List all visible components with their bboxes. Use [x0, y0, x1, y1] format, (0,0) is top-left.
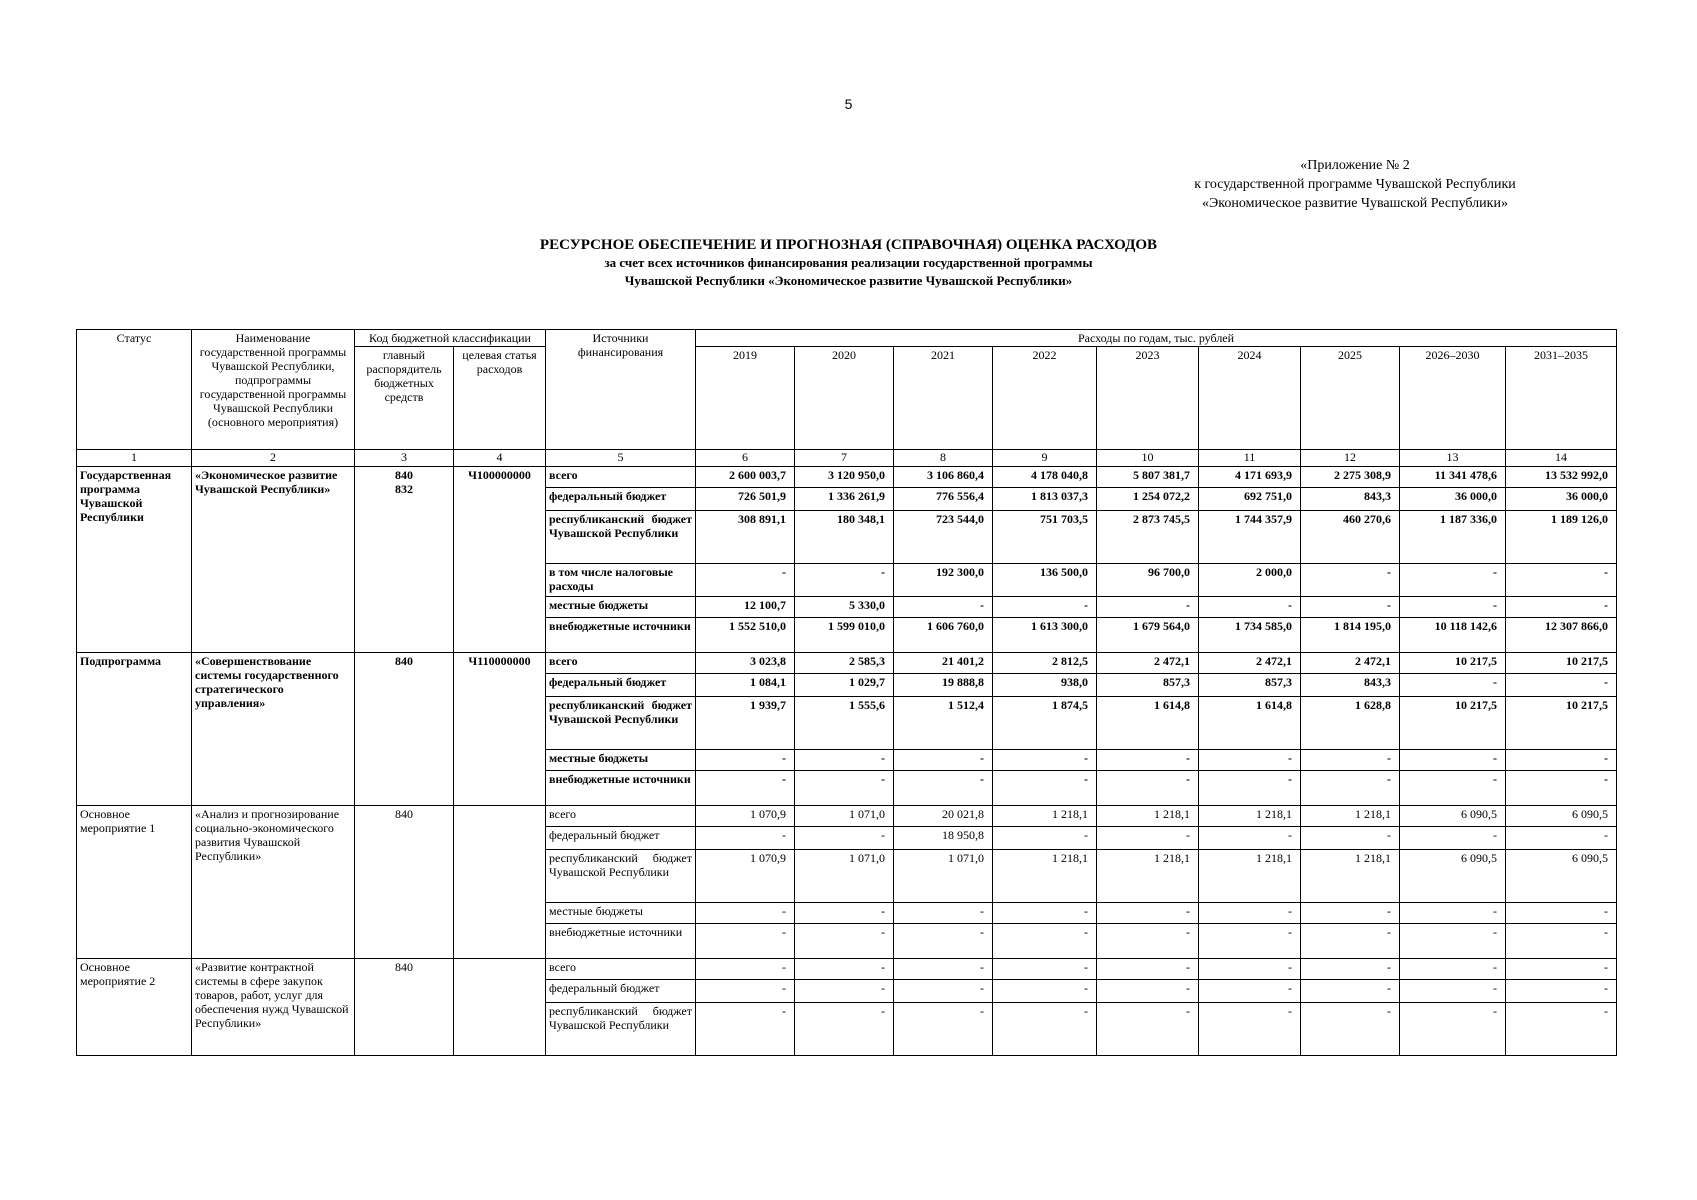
row-value: 36 000,0 [1400, 488, 1506, 511]
row-value: - [1506, 924, 1617, 959]
row-name: «Анализ и прогнозирование социально-экономического развития Чувашской Республики» [192, 806, 355, 959]
row-value: - [696, 564, 795, 597]
row-value: - [1097, 597, 1199, 618]
row-value: 1 552 510,0 [696, 618, 795, 653]
row-value: - [1199, 1003, 1301, 1056]
row-value: 1 070,9 [696, 806, 795, 827]
row-value: 692 751,0 [1199, 488, 1301, 511]
row-source: всего [546, 959, 696, 980]
table-row [77, 959, 1617, 980]
row-value: - [696, 980, 795, 1003]
row-value: - [1301, 564, 1400, 597]
row-source: всего [546, 653, 696, 674]
row-value: - [795, 827, 894, 850]
row-value: 1 814 195,0 [1301, 618, 1400, 653]
row-value: - [894, 980, 993, 1003]
row-value: - [696, 1003, 795, 1056]
row-name: «Развитие контрактной системы в сфере закупок товаров, работ, услуг для обеспечения нужд Чувашской Республики» [192, 959, 355, 1056]
row-value: 1 512,4 [894, 697, 993, 750]
row-value: 460 270,6 [1301, 511, 1400, 564]
row-value: - [1097, 771, 1199, 806]
document-title [0, 236, 1697, 290]
budget-table [76, 329, 1617, 1056]
row-value: 3 106 860,4 [894, 467, 993, 488]
row-value: - [993, 827, 1097, 850]
row-value: - [1301, 903, 1400, 924]
row-value: 2 472,1 [1301, 653, 1400, 674]
row-value: 776 556,4 [894, 488, 993, 511]
row-value: - [1400, 750, 1506, 771]
row-value: - [1400, 674, 1506, 697]
header-year: 2019 [696, 347, 795, 450]
row-value: - [1097, 980, 1199, 1003]
header-year: 2021 [894, 347, 993, 450]
budget-body [77, 467, 1617, 1056]
title-sub-2: Чувашской Республики «Экономическое развитие Чувашской Республики» [624, 273, 1073, 288]
title-sub-1: за счет всех источников финансирования реализации государственной программы [604, 255, 1093, 270]
row-value: - [1097, 750, 1199, 771]
row-value: 1 071,0 [894, 850, 993, 903]
row-value: 1 614,8 [1199, 697, 1301, 750]
row-value: 1 744 357,9 [1199, 511, 1301, 564]
row-value: - [696, 771, 795, 806]
row-value: 1 336 261,9 [795, 488, 894, 511]
row-source: всего [546, 467, 696, 488]
page-number: 5 [844, 96, 853, 112]
row-value: 751 703,5 [993, 511, 1097, 564]
column-index: 9 [993, 450, 1097, 467]
header-code-target: целевая статья расходов [454, 347, 546, 450]
row-value: - [696, 903, 795, 924]
row-value: 18 950,8 [894, 827, 993, 850]
row-value: - [1400, 924, 1506, 959]
row-value: 13 532 992,0 [1506, 467, 1617, 488]
column-index: 3 [355, 450, 454, 467]
row-value: - [795, 980, 894, 1003]
column-index: 13 [1400, 450, 1506, 467]
row-value: - [1301, 959, 1400, 980]
column-index: 4 [454, 450, 546, 467]
row-value: 938,0 [993, 674, 1097, 697]
row-value: - [795, 564, 894, 597]
row-value: - [1301, 597, 1400, 618]
row-value: 1 187 336,0 [1400, 511, 1506, 564]
row-value: 2 585,3 [795, 653, 894, 674]
column-index: 1 [77, 450, 192, 467]
row-value: 6 090,5 [1506, 806, 1617, 827]
row-status: Государственная программа Чувашской Республики [77, 467, 192, 653]
row-value: - [894, 959, 993, 980]
row-source: внебюджетные источники [546, 771, 696, 806]
row-value: 1 218,1 [1199, 850, 1301, 903]
row-value: 857,3 [1199, 674, 1301, 697]
row-value: 21 401,2 [894, 653, 993, 674]
row-value: - [795, 924, 894, 959]
row-value: - [1199, 924, 1301, 959]
row-value: 1 071,0 [795, 850, 894, 903]
row-value: 5 807 381,7 [1097, 467, 1199, 488]
appendix-note [1180, 156, 1530, 213]
row-value: 1 939,7 [696, 697, 795, 750]
row-status: Подпрограмма [77, 653, 192, 806]
row-value: - [1097, 959, 1199, 980]
header-year: 2020 [795, 347, 894, 450]
row-source: внебюджетные источники [546, 924, 696, 959]
row-value: 1 813 037,3 [993, 488, 1097, 511]
row-value: - [1199, 597, 1301, 618]
row-value: - [1506, 771, 1617, 806]
row-source: федеральный бюджет [546, 674, 696, 697]
row-target [454, 806, 546, 959]
row-value: - [1097, 1003, 1199, 1056]
row-value: - [1506, 827, 1617, 850]
row-name: «Совершенствование системы государственного стратегического управления» [192, 653, 355, 806]
row-value: - [1199, 750, 1301, 771]
header-code: Код бюджетной классификации [355, 330, 546, 347]
header-year: 2025 [1301, 347, 1400, 450]
header-code-main: главный распорядитель бюджетных средств [355, 347, 454, 450]
row-value: 1 218,1 [993, 806, 1097, 827]
row-name: «Экономическое развитие Чувашской Республики» [192, 467, 355, 653]
row-value: - [1301, 771, 1400, 806]
row-value: 1 218,1 [1097, 806, 1199, 827]
row-source: местные бюджеты [546, 597, 696, 618]
row-value: - [795, 1003, 894, 1056]
row-value: - [993, 597, 1097, 618]
row-value: 1 218,1 [1199, 806, 1301, 827]
row-source: в том числе налоговые расходы [546, 564, 696, 597]
row-value: - [894, 750, 993, 771]
row-value: - [894, 771, 993, 806]
row-value: 6 090,5 [1400, 806, 1506, 827]
row-value: - [993, 771, 1097, 806]
row-value: - [795, 903, 894, 924]
row-value: 2 275 308,9 [1301, 467, 1400, 488]
row-value: - [696, 750, 795, 771]
row-value: - [696, 827, 795, 850]
column-index: 12 [1301, 450, 1400, 467]
row-value: - [795, 771, 894, 806]
appendix-line-3: «Экономическое развитие Чувашской Республики» [1202, 196, 1508, 211]
row-value: 96 700,0 [1097, 564, 1199, 597]
row-source: федеральный бюджет [546, 488, 696, 511]
row-value: 3 023,8 [696, 653, 795, 674]
row-target: Ч100000000 [454, 467, 546, 653]
row-source: федеральный бюджет [546, 827, 696, 850]
row-value: 1 613 300,0 [993, 618, 1097, 653]
row-source: внебюджетные источники [546, 618, 696, 653]
row-value: 1 029,7 [795, 674, 894, 697]
row-value: 1 254 072,2 [1097, 488, 1199, 511]
row-value: - [1506, 959, 1617, 980]
row-value: - [795, 959, 894, 980]
row-value: 857,3 [1097, 674, 1199, 697]
row-value: - [894, 903, 993, 924]
appendix-line-1: «Приложение № 2 [1300, 158, 1410, 173]
row-value: - [1097, 827, 1199, 850]
row-value: - [1097, 903, 1199, 924]
row-value: 2 600 003,7 [696, 467, 795, 488]
row-value: 1 071,0 [795, 806, 894, 827]
column-index-row [77, 450, 1617, 467]
row-value: 1 218,1 [1301, 806, 1400, 827]
column-index: 5 [546, 450, 696, 467]
row-value: 1 679 564,0 [1097, 618, 1199, 653]
column-index: 7 [795, 450, 894, 467]
row-value: 136 500,0 [993, 564, 1097, 597]
row-value: - [1199, 980, 1301, 1003]
row-value: - [795, 750, 894, 771]
row-value: - [1400, 597, 1506, 618]
row-value: - [1506, 597, 1617, 618]
row-value: 1 218,1 [1097, 850, 1199, 903]
row-value: 5 330,0 [795, 597, 894, 618]
row-value: 2 472,1 [1097, 653, 1199, 674]
row-source: всего [546, 806, 696, 827]
row-grbs: 840 [355, 806, 454, 959]
row-source: местные бюджеты [546, 903, 696, 924]
row-value: - [1400, 980, 1506, 1003]
row-value: - [1301, 1003, 1400, 1056]
row-value: 1 599 010,0 [795, 618, 894, 653]
row-grbs: 840 [355, 653, 454, 806]
row-value: - [1506, 750, 1617, 771]
row-value: - [1506, 564, 1617, 597]
row-value: 2 472,1 [1199, 653, 1301, 674]
row-value: 1 555,6 [795, 697, 894, 750]
row-source: федеральный бюджет [546, 980, 696, 1003]
row-value: 1 218,1 [1301, 850, 1400, 903]
header-name: Наименование государственной программы Чувашской Республики, подпрограммы государственной программы Чувашской Республики (основного мероприятия) [192, 330, 355, 450]
row-value: 2 812,5 [993, 653, 1097, 674]
row-value: 11 341 478,6 [1400, 467, 1506, 488]
row-value: - [1400, 903, 1506, 924]
row-value: - [1301, 924, 1400, 959]
row-value: - [1301, 980, 1400, 1003]
row-target [454, 959, 546, 1056]
row-source: республиканский бюджет Чувашской Республики [546, 1003, 696, 1056]
row-value: 6 090,5 [1506, 850, 1617, 903]
row-value: 10 217,5 [1506, 697, 1617, 750]
row-status: Основное мероприятие 2 [77, 959, 192, 1056]
row-value: 1 734 585,0 [1199, 618, 1301, 653]
column-index: 10 [1097, 450, 1199, 467]
row-value: 10 217,5 [1506, 653, 1617, 674]
table-row [77, 653, 1617, 674]
row-value: - [696, 924, 795, 959]
row-value: 20 021,8 [894, 806, 993, 827]
row-grbs: 840 832 [355, 467, 454, 653]
row-value: - [1400, 564, 1506, 597]
row-value: - [1400, 1003, 1506, 1056]
header-row-1 [77, 330, 1617, 347]
row-value: 10 217,5 [1400, 653, 1506, 674]
row-value: - [1400, 827, 1506, 850]
header-year: 2022 [993, 347, 1097, 450]
row-value: - [1199, 959, 1301, 980]
row-value: 192 300,0 [894, 564, 993, 597]
row-value: - [993, 903, 1097, 924]
table-row [77, 806, 1617, 827]
row-source: республиканский бюджет Чувашской Республики [546, 511, 696, 564]
row-value: 2 000,0 [1199, 564, 1301, 597]
row-value: - [1400, 959, 1506, 980]
row-value: 19 888,8 [894, 674, 993, 697]
row-value: - [993, 959, 1097, 980]
row-value: - [1506, 980, 1617, 1003]
column-index: 2 [192, 450, 355, 467]
row-value: - [1199, 827, 1301, 850]
row-value: 180 348,1 [795, 511, 894, 564]
row-value: 1 189 126,0 [1506, 511, 1617, 564]
row-value: - [1506, 903, 1617, 924]
row-value: - [894, 1003, 993, 1056]
table-row [77, 467, 1617, 488]
row-value: - [1097, 924, 1199, 959]
row-value: 4 178 040,8 [993, 467, 1097, 488]
row-value: 1 070,9 [696, 850, 795, 903]
row-value: - [1301, 827, 1400, 850]
column-index: 6 [696, 450, 795, 467]
row-value: 1 218,1 [993, 850, 1097, 903]
row-value: 10 217,5 [1400, 697, 1506, 750]
row-value: - [1199, 903, 1301, 924]
row-value: 10 118 142,6 [1400, 618, 1506, 653]
row-source: республиканский бюджет Чувашской Республики [546, 697, 696, 750]
header-year: 2026–2030 [1400, 347, 1506, 450]
row-status: Основное мероприятие 1 [77, 806, 192, 959]
header-status: Статус [77, 330, 192, 450]
row-target: Ч110000000 [454, 653, 546, 806]
row-value: 6 090,5 [1400, 850, 1506, 903]
column-index: 8 [894, 450, 993, 467]
column-index: 11 [1199, 450, 1301, 467]
row-value: 1 606 760,0 [894, 618, 993, 653]
row-value: 726 501,9 [696, 488, 795, 511]
row-value: - [894, 597, 993, 618]
row-value: - [1506, 1003, 1617, 1056]
row-value: - [1199, 771, 1301, 806]
row-value: 308 891,1 [696, 511, 795, 564]
row-source: республиканский бюджет Чувашской Республики [546, 850, 696, 903]
row-value: 1 614,8 [1097, 697, 1199, 750]
title-main: РЕСУРСНОЕ ОБЕСПЕЧЕНИЕ И ПРОГНОЗНАЯ (СПРАВОЧНАЯ) ОЦЕНКА РАСХОДОВ [539, 237, 1158, 253]
header-year: 2024 [1199, 347, 1301, 450]
row-value: - [993, 1003, 1097, 1056]
row-value: - [1400, 771, 1506, 806]
row-value: 3 120 950,0 [795, 467, 894, 488]
row-value: - [1506, 674, 1617, 697]
row-grbs: 840 [355, 959, 454, 1056]
row-value: 2 873 745,5 [1097, 511, 1199, 564]
row-source: местные бюджеты [546, 750, 696, 771]
row-value: 1 874,5 [993, 697, 1097, 750]
row-value: - [993, 924, 1097, 959]
row-value: - [696, 959, 795, 980]
header-year: 2031–2035 [1506, 347, 1617, 450]
column-index: 14 [1506, 450, 1617, 467]
row-value: 36 000,0 [1506, 488, 1617, 511]
row-value: 723 544,0 [894, 511, 993, 564]
row-value: - [993, 980, 1097, 1003]
row-value: - [894, 924, 993, 959]
row-value: 1 084,1 [696, 674, 795, 697]
row-value: 843,3 [1301, 674, 1400, 697]
row-value: 843,3 [1301, 488, 1400, 511]
header-year: 2023 [1097, 347, 1199, 450]
appendix-line-2: к государственной программе Чувашской Республики [1194, 177, 1516, 192]
row-value: - [1301, 750, 1400, 771]
row-value: 12 307 866,0 [1506, 618, 1617, 653]
row-value: - [993, 750, 1097, 771]
row-value: 4 171 693,9 [1199, 467, 1301, 488]
row-value: 12 100,7 [696, 597, 795, 618]
row-value: 1 628,8 [1301, 697, 1400, 750]
header-expenses: Расходы по годам, тыс. рублей [696, 330, 1617, 347]
header-sources: Источники финансирования [546, 330, 696, 450]
